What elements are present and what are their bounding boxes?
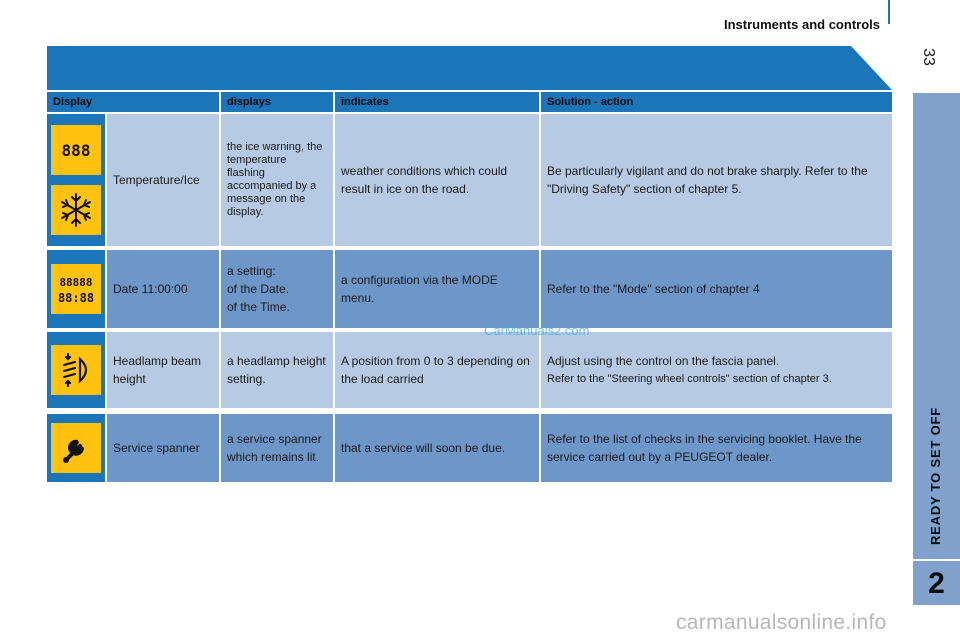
- row-icons: [47, 414, 107, 482]
- displays-text: the ice warning, the temperature flashing accompanied by a message on the display.: [227, 141, 323, 218]
- displays-text: [221, 250, 333, 328]
- service-spanner-icon: [51, 423, 101, 473]
- displays-line: of the Date.: [227, 282, 290, 296]
- display-name: Date 11:00:00: [113, 282, 188, 296]
- table-header: [47, 92, 892, 112]
- col-header-solution: Solution - action: [547, 96, 634, 108]
- displays-text: a headlamp height setting.: [227, 354, 326, 386]
- table-row: [47, 114, 892, 246]
- solution-text: Refer to the list of checks in the servicing booklet. Have the service carried out by a PEUGEOT dealer.: [547, 432, 862, 464]
- headlamp-beam-height-icon: [51, 345, 101, 395]
- date-time-display-icon: [51, 264, 101, 314]
- table-row: [47, 332, 892, 408]
- table-row: [47, 250, 892, 328]
- center-watermark: CarManuals2.com: [484, 323, 590, 338]
- svg-text:88:88: 88:88: [57, 291, 95, 305]
- table-row: [47, 414, 892, 482]
- indicates-text: that a service will soon be due.: [341, 441, 506, 455]
- page-number: 33: [920, 48, 937, 66]
- col-header-indicates: indicates: [335, 92, 541, 112]
- col-header-displays: displays: [221, 92, 335, 112]
- sidebar-divider: [913, 559, 960, 561]
- solution-line: Adjust using the control on the fascia panel.: [547, 354, 780, 368]
- display-name: Service spanner: [113, 441, 200, 455]
- chapter-number: 2: [928, 567, 945, 600]
- section-title: Instruments and controls: [723, 17, 880, 32]
- display-name: Temperature/Ice: [113, 173, 200, 187]
- snowflake-icon: [51, 185, 101, 235]
- solution-note: Refer to the "Steering wheel controls" section of chapter 3.: [547, 373, 832, 385]
- col-header-display: Display: [47, 92, 221, 112]
- solution-text: Refer to the "Mode" section of chapter 4: [547, 282, 760, 296]
- row-icons: [47, 250, 107, 328]
- row-icons: [47, 332, 107, 408]
- svg-text:88888: 88888: [59, 276, 93, 289]
- title-band: [47, 46, 892, 90]
- header-rule: [888, 0, 890, 24]
- svg-text:888: 888: [61, 140, 91, 160]
- displays-line: a setting:: [227, 264, 276, 278]
- displays-text: a service spanner which remains lit.: [227, 432, 322, 464]
- indicates-text: weather conditions which could result in ice on the road.: [341, 164, 508, 196]
- solution-text: Be particularly vigilant and do not brake sharply. Refer to the "Driving Safety" section of chapter 5.: [547, 164, 868, 196]
- indicates-text: A position from 0 to 3 depending on the load carried: [341, 354, 530, 386]
- solution-text: [541, 332, 892, 408]
- displays-line: of the Time.: [227, 300, 290, 314]
- instrument-table: [47, 92, 892, 482]
- temperature-display-icon: [51, 125, 101, 175]
- indicates-text: a configuration via the MODE menu.: [341, 273, 498, 305]
- footer-watermark: carmanualsonline.info: [676, 611, 887, 634]
- chapter-label: READY TO SET OFF: [928, 407, 943, 546]
- display-name: Headlamp beam height: [113, 354, 202, 386]
- row-icons: [47, 114, 107, 246]
